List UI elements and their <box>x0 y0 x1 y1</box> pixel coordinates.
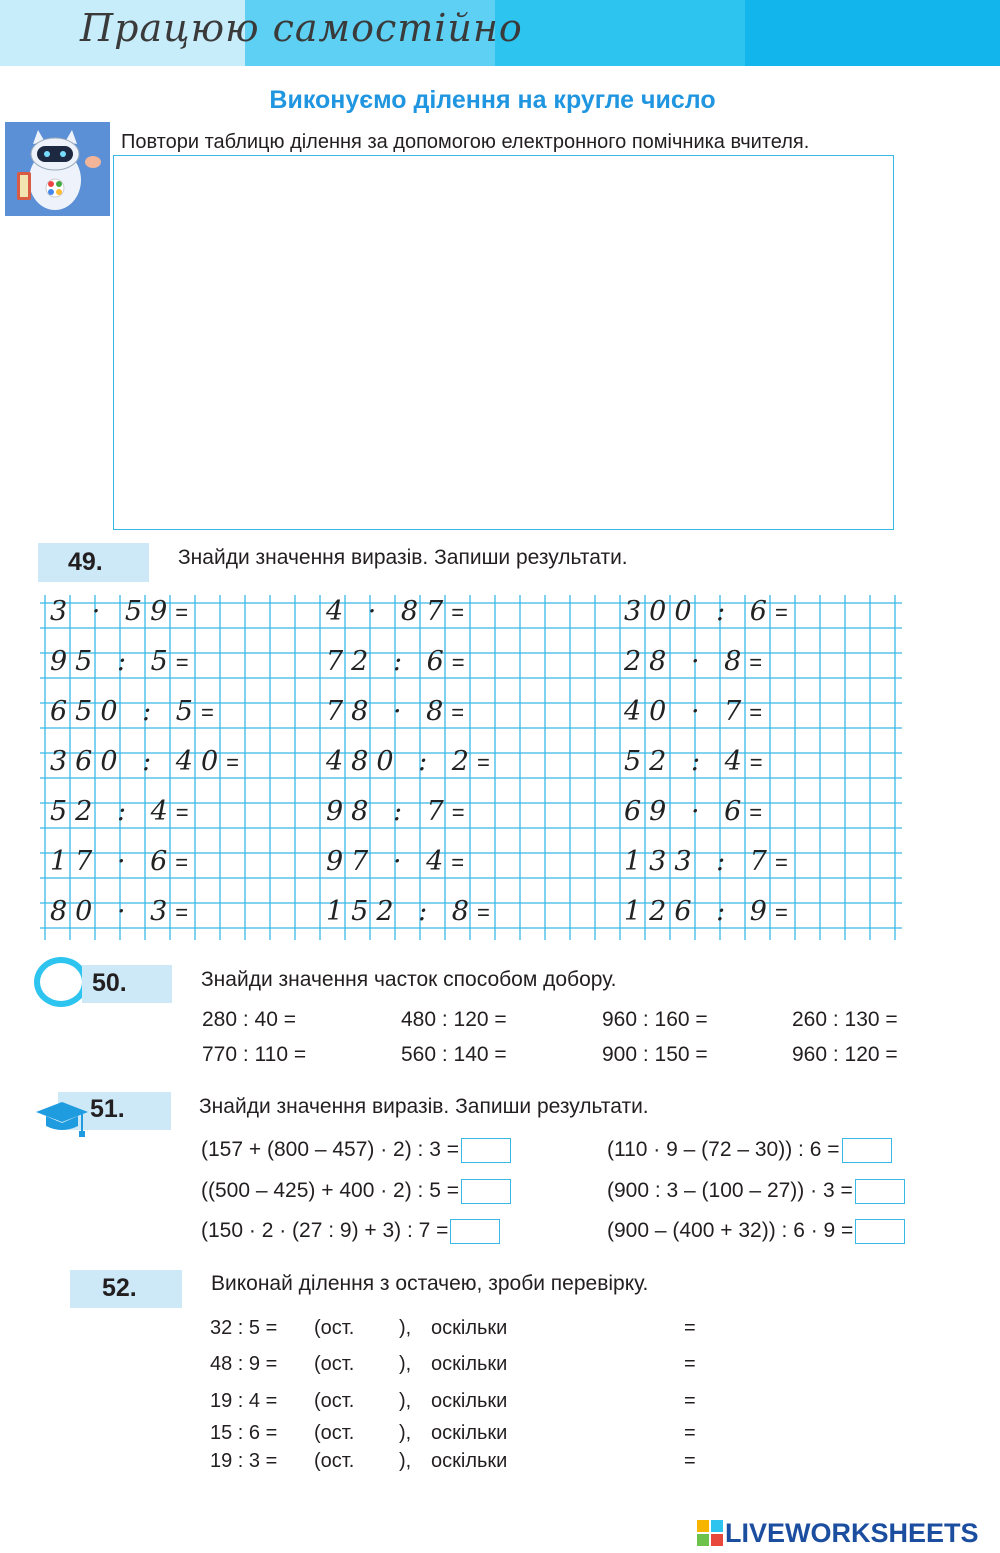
t52-word: оскільки <box>431 1317 508 1339</box>
expression-cell <box>624 796 762 827</box>
t50-r1-c4: 260 : 130 = <box>792 1008 898 1031</box>
answer-input[interactable] <box>450 1219 500 1244</box>
expression-text: 650 : 5 <box>50 696 201 727</box>
expression-text: 28 · 8 <box>624 646 750 677</box>
t51-right-2 <box>607 1179 905 1204</box>
t52-eq: = <box>684 1422 696 1444</box>
t50-r1-c1: 280 : 40 = <box>202 1008 296 1031</box>
equals-sign: = <box>175 900 189 925</box>
expression-text: 126 : 9 <box>624 896 775 927</box>
equals-sign: = <box>200 700 214 725</box>
expression-cell <box>50 596 188 627</box>
equals-sign: = <box>476 750 490 775</box>
equals-sign: = <box>749 650 763 675</box>
expression-text: 40 · 7 <box>624 696 750 727</box>
t52-rem: (ост. <box>314 1317 355 1339</box>
t52-rem: (ост. <box>314 1422 355 1444</box>
expression-cell <box>326 896 490 927</box>
equals-sign: = <box>749 750 763 775</box>
t52-word: оскільки <box>431 1390 508 1412</box>
t52-close: ), <box>399 1317 412 1339</box>
answer-input[interactable] <box>855 1219 905 1244</box>
expression-text: 97 · 4 <box>326 846 452 877</box>
answer-input[interactable] <box>461 1179 511 1204</box>
answer-input[interactable] <box>855 1179 905 1204</box>
expression-cell <box>326 746 490 777</box>
task-52-number: 52. <box>70 1270 182 1308</box>
expression-cell <box>624 846 788 877</box>
expression-text: 3 · 59 <box>50 596 176 627</box>
t51-right-2-expr: (900 : 3 – (100 – 27)) · 3 = <box>607 1179 853 1203</box>
answer-input[interactable] <box>461 1138 511 1163</box>
t51-right-3-expr: (900 – (400 + 32)) : 6 · 9 = <box>607 1219 854 1243</box>
t52-close: ), <box>399 1390 412 1412</box>
expression-cell <box>326 596 464 627</box>
expression-text: 17 · 6 <box>50 846 176 877</box>
equals-sign: = <box>175 850 189 875</box>
expression-cell <box>326 796 465 827</box>
expression-text: 69 · 6 <box>624 796 750 827</box>
expression-cell <box>326 646 465 677</box>
expression-text: 480 : 2 <box>326 746 477 777</box>
t52-eq: = <box>684 1390 696 1412</box>
t51-left-1 <box>201 1138 511 1163</box>
t52-rem: (ост. <box>314 1353 355 1375</box>
equals-sign: = <box>476 900 490 925</box>
expression-cell <box>624 896 788 927</box>
expression-cell <box>326 696 464 727</box>
section-title: Працюю самостійно <box>80 6 523 50</box>
expression-text: 4 · 87 <box>326 596 452 627</box>
t52-expr: 48 : 9 = <box>210 1353 278 1375</box>
expression-cell <box>624 596 788 627</box>
expression-text: 72 : 6 <box>326 646 452 677</box>
expression-text: 78 · 8 <box>326 696 452 727</box>
t52-rem: (ост. <box>314 1450 355 1472</box>
t52-word: оскільки <box>431 1422 508 1444</box>
expression-text: 80 · 3 <box>50 896 176 927</box>
equals-sign: = <box>175 600 189 625</box>
expression-text: 152 : 8 <box>326 896 477 927</box>
task-52-text: Виконай ділення з остачею, зроби перевірку. <box>211 1272 649 1295</box>
t52-eq: = <box>684 1317 696 1339</box>
t52-close: ), <box>399 1422 412 1444</box>
expression-cell <box>50 896 188 927</box>
t51-right-3 <box>607 1219 905 1244</box>
equals-sign: = <box>451 700 465 725</box>
header-right-segment <box>745 0 1000 66</box>
expression-cell <box>50 796 189 827</box>
footer-brand: LIVEWORKSHEETS <box>725 1518 979 1548</box>
t51-left-2-expr: ((500 – 425) + 400 · 2) : 5 = <box>201 1179 459 1203</box>
t51-right-1-expr: (110 · 9 – (72 – 30)) : 6 = <box>607 1138 840 1162</box>
t52-expr: 15 : 6 = <box>210 1422 278 1444</box>
expression-cell <box>50 646 189 677</box>
equals-sign: = <box>774 900 788 925</box>
t52-eq: = <box>684 1353 696 1375</box>
robot-helper-icon[interactable] <box>5 122 110 216</box>
task-51-text: Знайди значення виразів. Запиши результати. <box>199 1095 649 1118</box>
equals-sign: = <box>175 800 189 825</box>
equals-sign: = <box>774 600 788 625</box>
t50-r1-c3: 960 : 160 = <box>602 1008 708 1031</box>
expression-cell <box>624 646 762 677</box>
intro-text: Повтори таблицю ділення за допомогою електронного помічника вчителя. <box>121 131 810 153</box>
equals-sign: = <box>451 650 465 675</box>
t52-close: ), <box>399 1353 412 1375</box>
expression-cell <box>624 696 762 727</box>
answer-area[interactable] <box>113 155 894 530</box>
t51-left-2 <box>201 1179 511 1204</box>
t51-left-3-expr: (150 · 2 · (27 : 9) + 3) : 7 = <box>201 1219 449 1243</box>
t50-r1-c2: 480 : 120 = <box>401 1008 507 1031</box>
equals-sign: = <box>451 800 465 825</box>
t52-expr: 19 : 4 = <box>210 1390 278 1412</box>
answer-input[interactable] <box>842 1138 892 1163</box>
equals-sign: = <box>749 800 763 825</box>
task-49-number: 49. <box>38 543 149 582</box>
expression-text: 300 : 6 <box>624 596 775 627</box>
t52-expr: 32 : 5 = <box>210 1317 278 1339</box>
t51-right-1 <box>607 1138 892 1163</box>
equals-sign: = <box>226 750 240 775</box>
expression-text: 52 : 4 <box>50 796 176 827</box>
equals-sign: = <box>175 650 189 675</box>
expression-text: 98 : 7 <box>326 796 452 827</box>
equals-sign: = <box>749 700 763 725</box>
equals-sign: = <box>451 850 465 875</box>
lesson-title: Виконуємо ділення на кругле число <box>269 86 716 114</box>
expression-text: 95 : 5 <box>50 646 176 677</box>
circle-icon <box>34 957 88 1007</box>
equals-sign: = <box>774 850 788 875</box>
t50-r2-c4: 960 : 120 = <box>792 1043 898 1066</box>
equals-sign: = <box>451 600 465 625</box>
liveworksheets-logo-icon <box>697 1520 723 1553</box>
graduation-cap-icon <box>34 1098 90 1145</box>
expression-text: 133 : 7 <box>624 846 775 877</box>
task-50-text: Знайди значення часток способом добору. <box>201 968 617 991</box>
t50-r2-c3: 900 : 150 = <box>602 1043 708 1066</box>
expression-cell <box>326 846 464 877</box>
t50-r2-c1: 770 : 110 = <box>202 1043 307 1066</box>
t51-left-3 <box>201 1219 500 1244</box>
t52-expr: 19 : 3 = <box>210 1450 278 1472</box>
t52-word: оскільки <box>431 1450 508 1472</box>
t50-r2-c2: 560 : 140 = <box>401 1043 507 1066</box>
expression-text: 360 : 40 <box>50 746 227 777</box>
expression-cell <box>624 746 763 777</box>
expression-cell <box>50 746 239 777</box>
t51-left-1-expr: (157 + (800 – 457) · 2) : 3 = <box>201 1138 459 1162</box>
expression-text: 52 : 4 <box>624 746 750 777</box>
t52-word: оскільки <box>431 1353 508 1375</box>
t52-eq: = <box>684 1450 696 1472</box>
t52-rem: (ост. <box>314 1390 355 1412</box>
task-49-text: Знайди значення виразів. Запиши результати. <box>178 546 628 569</box>
t52-close: ), <box>399 1450 412 1472</box>
expression-cell <box>50 846 188 877</box>
task-51-number: 51. <box>58 1092 171 1130</box>
expression-cell <box>50 696 214 727</box>
task-50-number: 50. <box>82 965 172 1003</box>
